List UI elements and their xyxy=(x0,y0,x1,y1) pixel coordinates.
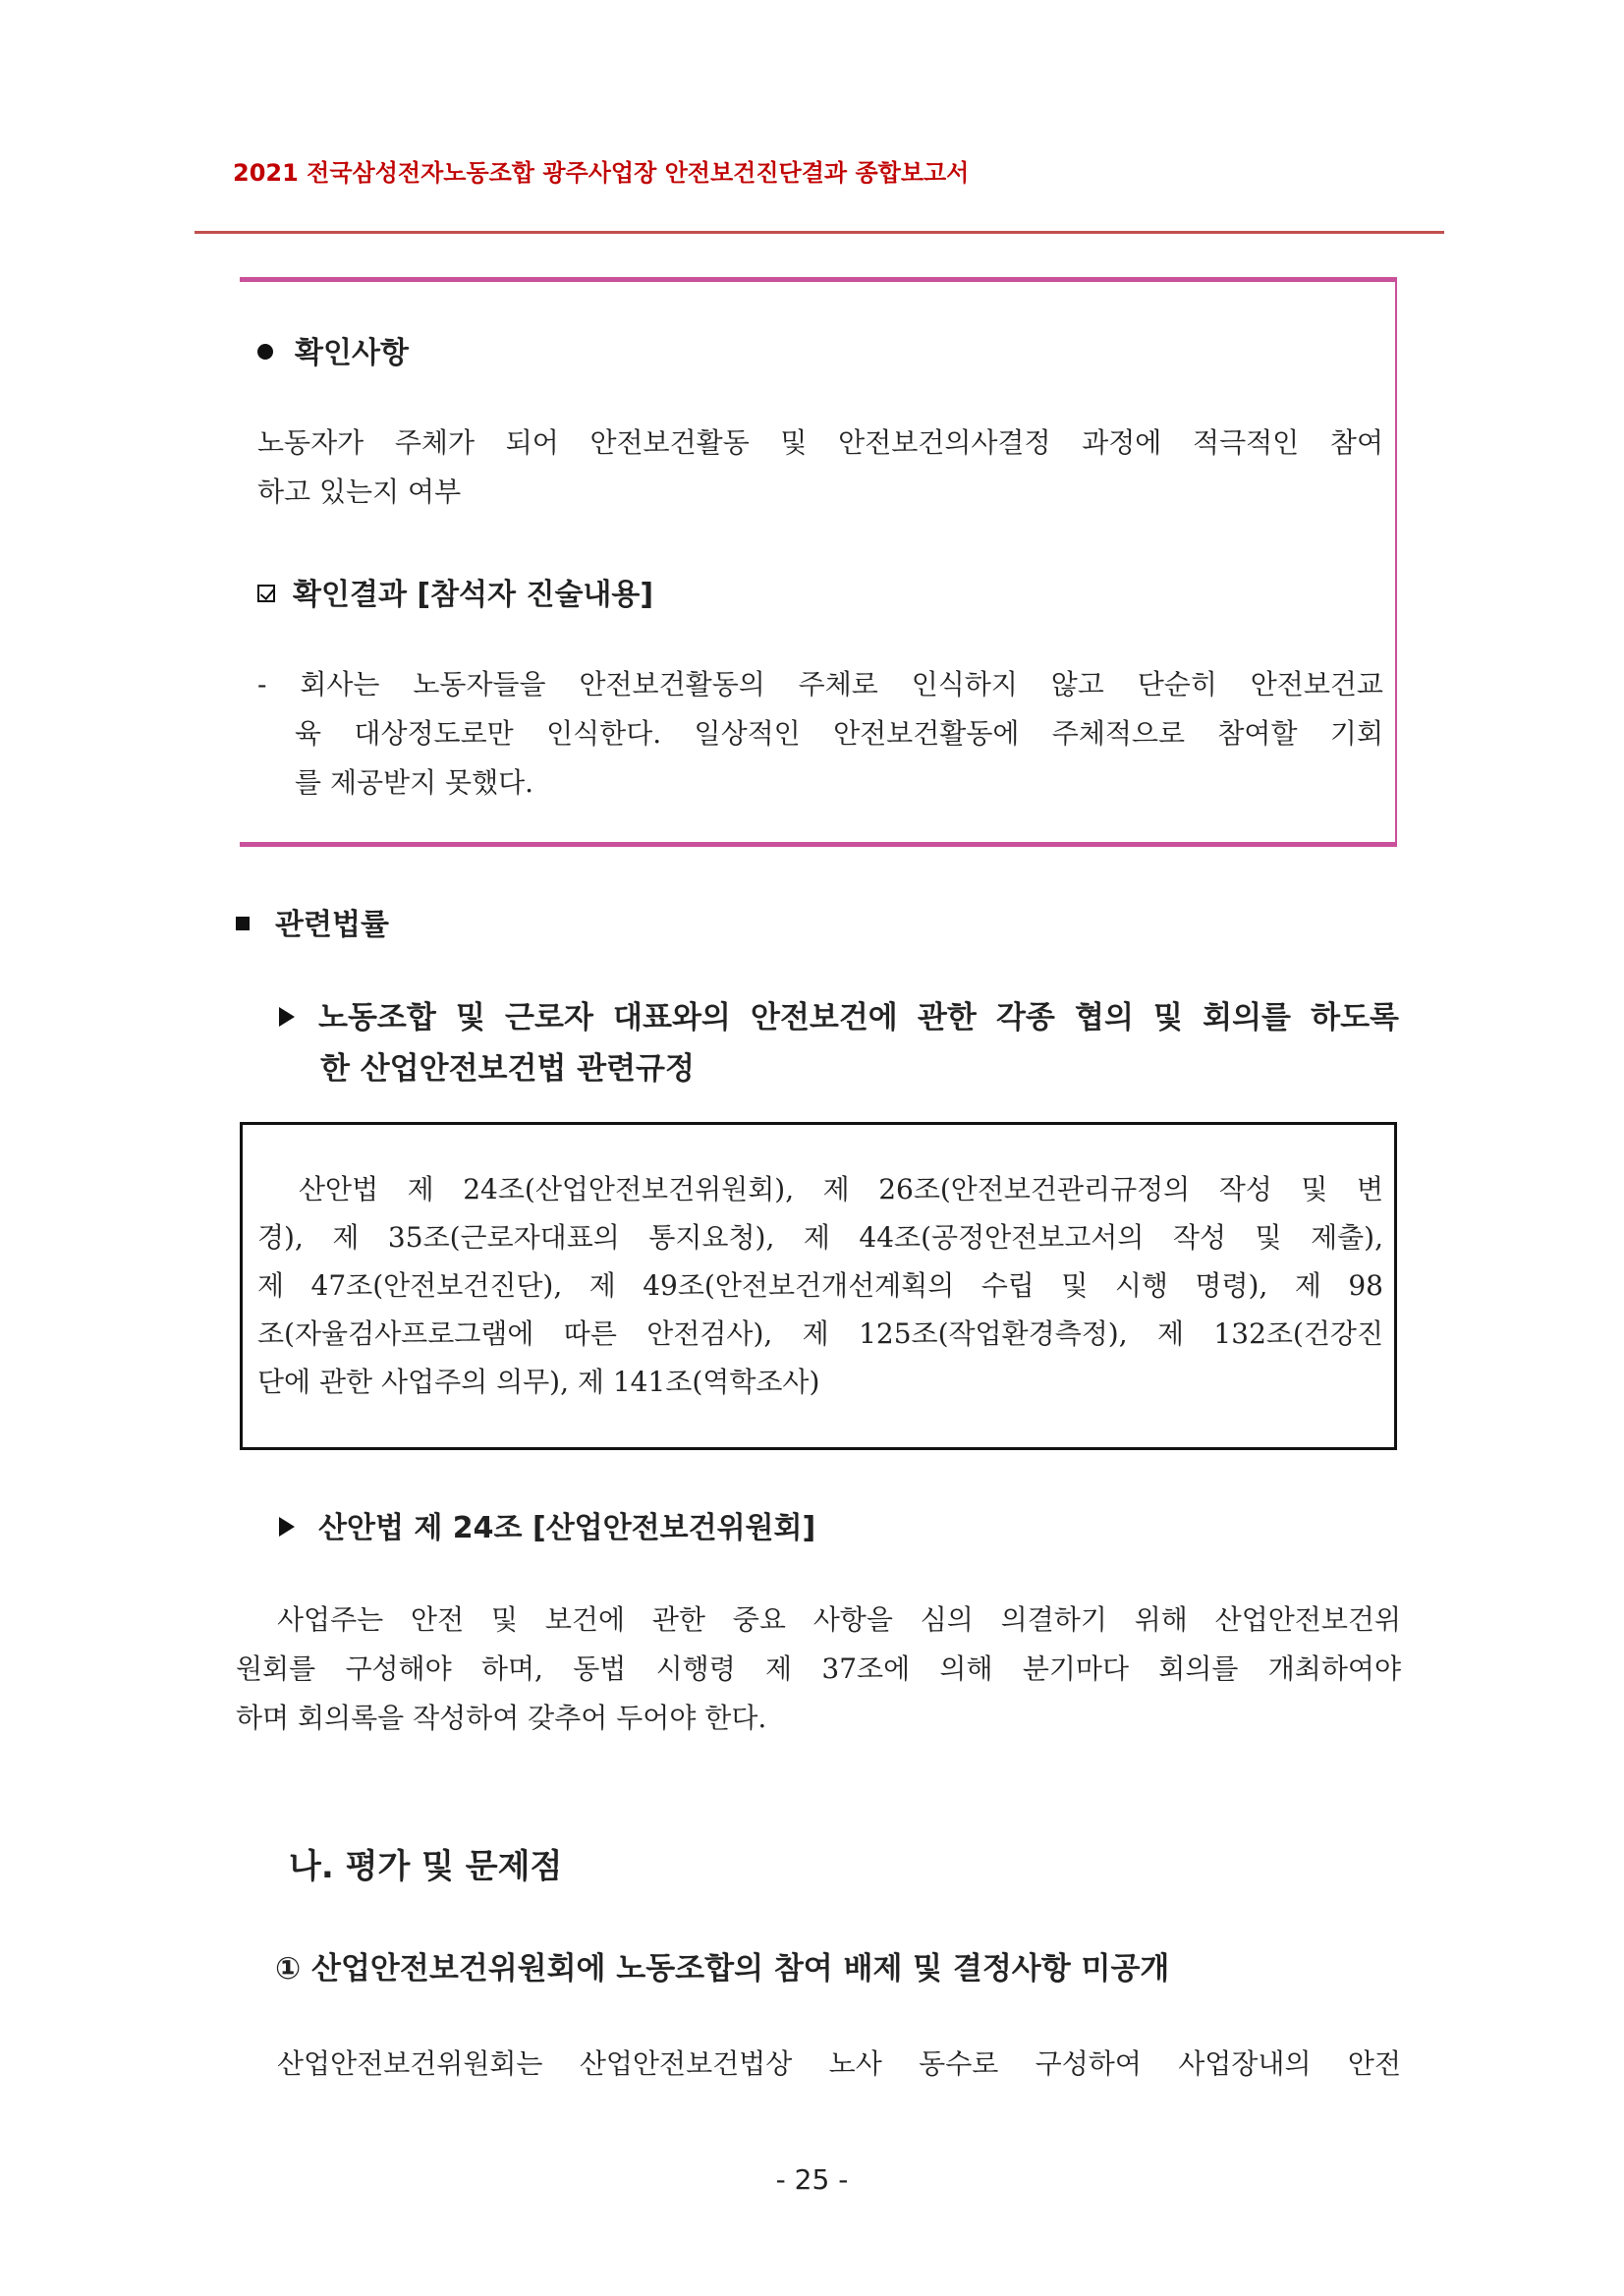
text-line: 육 대상정도로만 인식한다. 일상적인 안전보건활동에 주체적으로 참여할 기회 xyxy=(295,717,1383,750)
bullet-dot-icon xyxy=(257,344,273,360)
page-number: - 25 - xyxy=(775,2163,849,2196)
text-line: 단에 관한 사업주의 의무), 제 141조(역학조사) xyxy=(257,1366,820,1398)
confirmation-item-text xyxy=(257,419,1383,517)
header-divider xyxy=(195,231,1444,234)
text-line: 조(자율검사프로그램에 따른 안전검사), 제 125조(작업환경측정), 제 132조(건강진 xyxy=(257,1317,1383,1350)
text-line: 를 제공받지 못했다. xyxy=(295,766,534,799)
text-line: 원회를 구성해야 하며, 동법 시행령 제 37조에 의해 분기마다 회의를 개최하여야 xyxy=(236,1652,1401,1685)
text-line: 한 산업안전보건법 관련규정 xyxy=(320,1051,695,1087)
related-law-heading: 관련법률 xyxy=(236,900,389,943)
section-na-title: 나. 평가 및 문제점 xyxy=(289,1847,563,1886)
related-law-sub2-text xyxy=(236,1596,1401,1743)
text-line: 사업주는 안전 및 보건에 관한 중요 사항을 심의 의결하기 위해 산업안전보건위 xyxy=(277,1603,1401,1636)
section-na-item1-heading: ① 산업안전보건위원회에 노동조합의 참여 배제 및 결정사항 미공개 xyxy=(275,1951,1170,1987)
section-na-item1-text xyxy=(277,2040,1401,2089)
text-line: 산안법 제 24조(산업안전보건위원회), 제 26조(안전보건관리규정의 작성 및 변 xyxy=(299,1173,1383,1205)
triangle-bullet-icon xyxy=(279,1517,295,1537)
text-line: 노동자가 주체가 되어 안전보건활동 및 안전보건의사결정 과정에 적극적인 참여 xyxy=(257,426,1383,459)
confirmation-heading: 확인사항 xyxy=(257,328,409,371)
text-line: 노동조합 및 근로자 대표와의 안전보건에 관한 각종 협의 및 회의를 하도록 xyxy=(318,1000,1399,1036)
triangle-bullet-icon xyxy=(279,1007,295,1027)
report-header-title: 2021 전국삼성전자노동조합 광주사업장 안전보건진단결과 종합보고서 xyxy=(233,159,970,187)
law-reference-text xyxy=(257,1165,1383,1406)
result-heading: 확인결과 [참석자 진술내용] xyxy=(257,570,653,613)
text-line: 산업안전보건위원회는 산업안전보건법상 노사 동수로 구성하여 사업장내의 안전 xyxy=(277,2047,1401,2080)
checkbox-checked-icon xyxy=(257,585,275,602)
text-line: 제 47조(안전보건진단), 제 49조(안전보건개선계획의 수립 및 시행 명령), 제 98 xyxy=(257,1269,1383,1302)
text-line: 하고 있는지 여부 xyxy=(257,476,462,508)
text-line: - 회사는 노동자들을 안전보건활동의 주체로 인식하지 않고 단순히 안전보건교 xyxy=(257,668,1383,700)
square-bullet-icon xyxy=(236,917,250,930)
result-text xyxy=(257,660,1383,808)
text-line: 하며 회의록을 작성하여 갖추어 두어야 한다. xyxy=(236,1702,767,1734)
related-law-sub2-heading: 산안법 제 24조 [산업안전보건위원회] xyxy=(279,1503,815,1546)
text-line: 경), 제 35조(근로자대표의 통지요청), 제 44조(공정안전보고서의 작성 및 제출), xyxy=(257,1221,1383,1254)
related-law-sub1 xyxy=(279,992,1399,1094)
